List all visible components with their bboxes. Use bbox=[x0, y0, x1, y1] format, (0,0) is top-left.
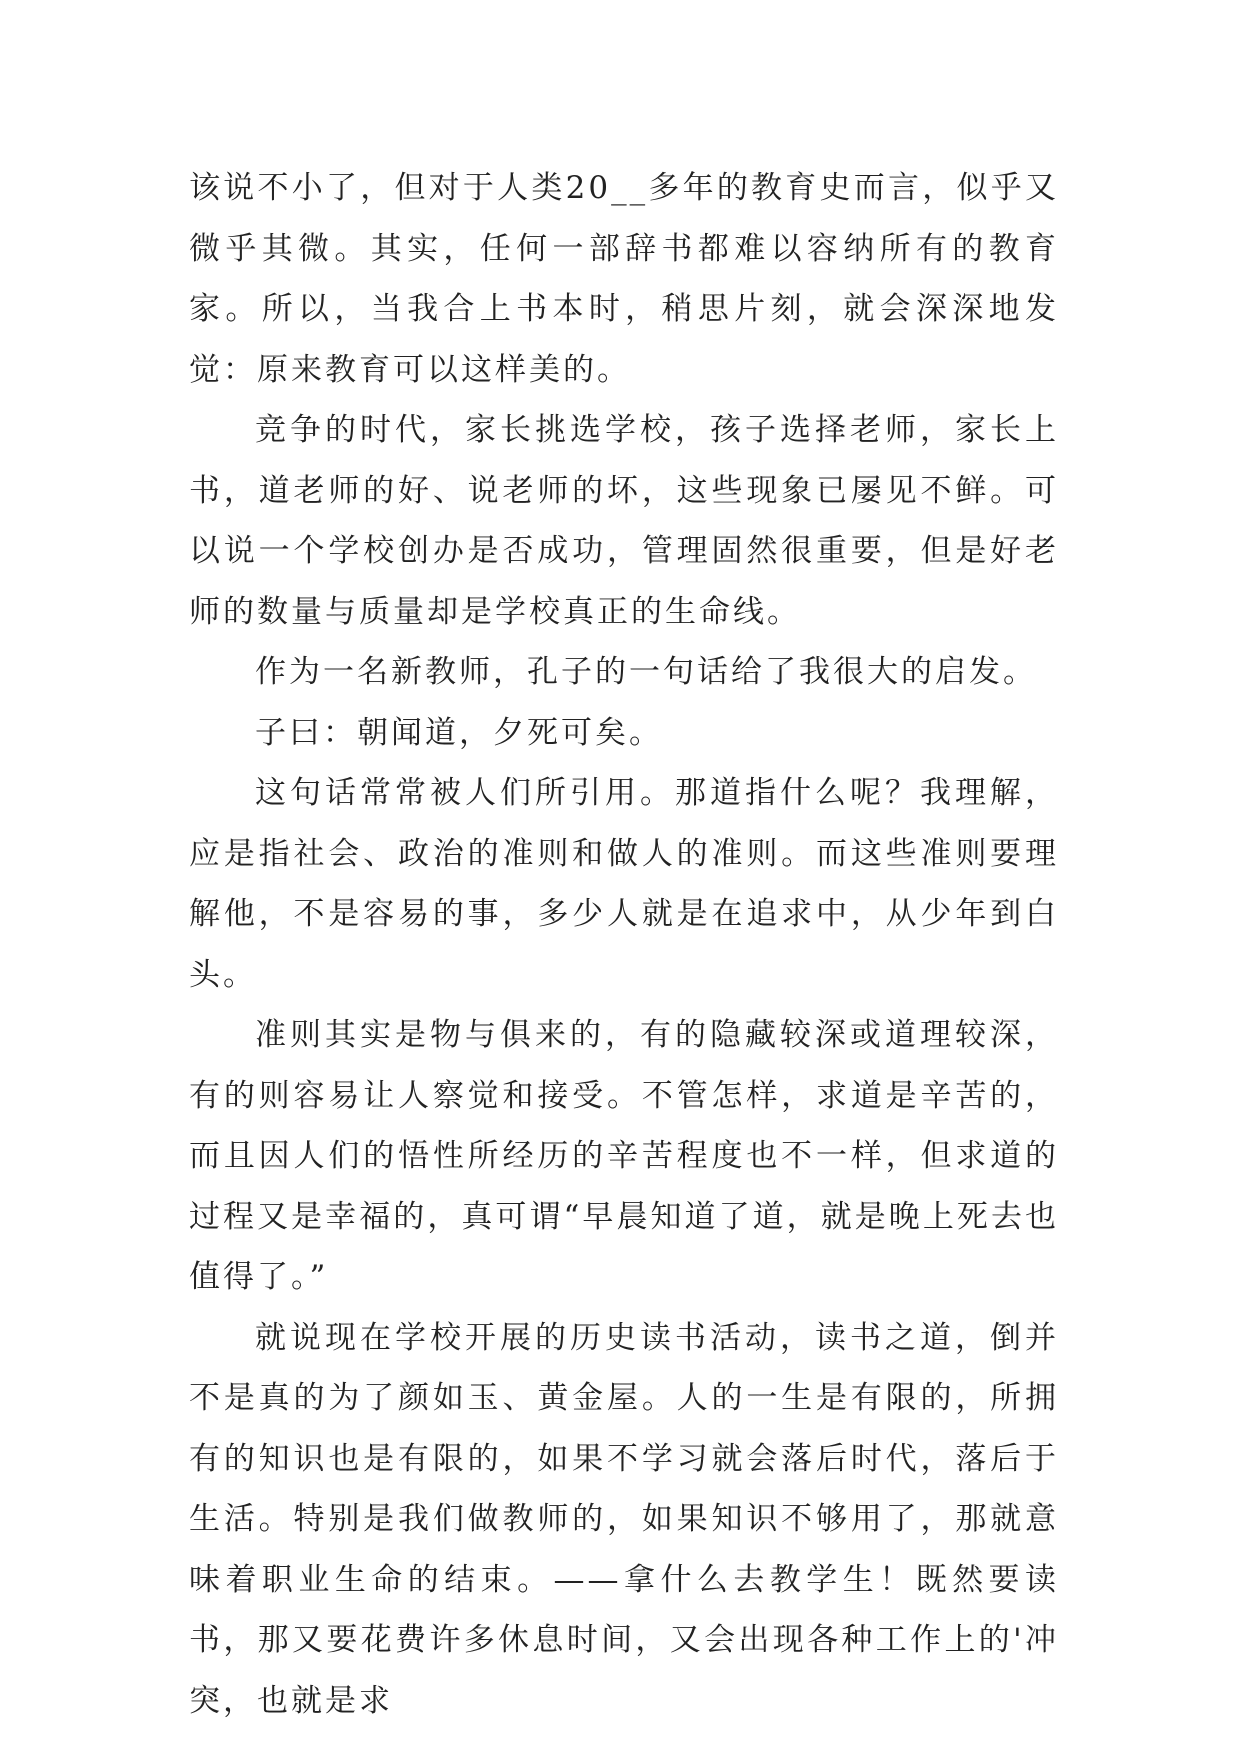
paragraph-7: 就说现在学校开展的历史读书活动，读书之道，倒并不是真的为了颜如玉、黄金屋。人的一生是有限的，所拥有的知识也是有限的，如果不学习就会落后时代，落后于生活。特别是我们做教师的，如果知识不够用了，那就意味着职业生命的结束。——拿什么去教学生！既然要读书，那又要花费许多休息时间，又会出现各种工作上的'冲突，也就是求 bbox=[189, 1319, 1059, 1719]
paragraph-1: 该说不小了，但对于人类20__多年的教育史而言，似乎又微乎其微。其实，任何一部辞书都难以容纳所有的教育家。所以，当我合上书本时，稍思片刻，就会深深地发觉：原来教育可以这样美的。 bbox=[189, 170, 1059, 388]
paragraph-6: 准则其实是物与俱来的，有的隐藏较深或道理较深，有的则容易让人察觉和接受。不管怎样，求道是辛苦的，而且因人们的悟性所经历的辛苦程度也不一样，但求道的过程又是幸福的，真可谓“早晨知道了道，就是晚上死去也值得了。” bbox=[189, 1017, 1059, 1295]
paragraph-2: 竞争的时代，家长挑选学校，孩子选择老师，家长上书，道老师的好、说老师的坏，这些现象已屡见不鲜。可以说一个学校创办是否成功，管理固然很重要，但是好老师的数量与质量却是学校真正的生命线。 bbox=[189, 412, 1059, 630]
document-body bbox=[189, 158, 1059, 1731]
paragraph-5: 这句话常常被人们所引用。那道指什么呢？我理解，应是指社会、政治的准则和做人的准则。而这些准则要理解他，不是容易的事，多少人就是在追求中，从少年到白头。 bbox=[189, 775, 1059, 993]
paragraph-3: 作为一名新教师，孔子的一句话给了我很大的启发。 bbox=[255, 654, 1037, 690]
paragraph-4: 子曰：朝闻道，夕死可矣。 bbox=[255, 714, 663, 751]
